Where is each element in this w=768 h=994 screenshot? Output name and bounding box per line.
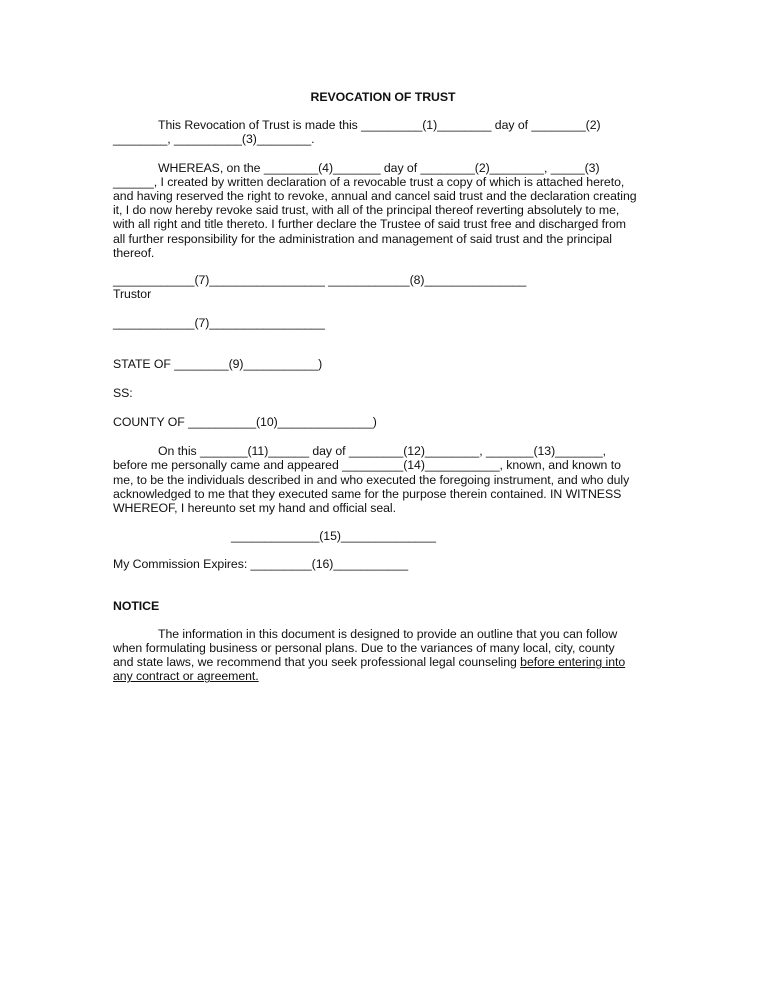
notice-line: when formulating business or personal plans. Due to the variances of many local, city, county xyxy=(113,641,615,656)
ss-label: SS: xyxy=(113,385,133,400)
notice-text: and state laws, we recommend that you seek professional legal counseling xyxy=(113,655,521,670)
whereas-line: all further responsibility for the administration and management of said trust and the principal xyxy=(113,231,612,246)
document-title: REVOCATION OF TRUST xyxy=(310,90,456,104)
notary-line: before me personally came and appeared _________(14)___________, known, and known to xyxy=(113,458,621,473)
notary-line: acknowledged to me that they executed same for the purpose therein contained. IN WITNESS xyxy=(113,486,622,501)
notice-line xyxy=(113,669,653,683)
trustor-signature-block xyxy=(113,273,653,301)
intro-paragraph xyxy=(113,118,653,146)
notary-line: WHEREOF, I hereunto set my hand and official seal. xyxy=(113,501,396,516)
notary-line: On this _______(11)______ day of ________(12)________, _______(13)_______, xyxy=(158,444,607,459)
notice-heading: NOTICE xyxy=(113,598,160,613)
signature-line: ____________(7)_________________ ____________(8)_______________ xyxy=(113,273,527,288)
document-body xyxy=(113,90,653,684)
trustor-label: Trustor xyxy=(113,287,152,302)
whereas-paragraph xyxy=(113,161,653,260)
notice-underlined-text: before entering into xyxy=(520,655,626,670)
whereas-line: ______, I created by written declaration of a revocable trust a copy of which is attached hereto, xyxy=(113,174,625,189)
whereas-line: WHEREAS, on the ________(4)_______ day of ________(2)________, _____(3) xyxy=(158,160,600,175)
notice-paragraph xyxy=(113,627,653,684)
notary-line: me, to be the individuals described in and who executed the foregoing instrument, and who duly xyxy=(113,472,630,487)
whereas-line: thereof. xyxy=(113,245,155,260)
notice-line xyxy=(113,655,653,669)
commission-line: My Commission Expires: _________(16)___________ xyxy=(113,557,409,572)
whereas-line: and having reserved the right to revoke, annual and cancel said trust and the declaration creating xyxy=(113,189,637,204)
whereas-line: it, I do now hereby revoke said trust, with all of the principal thereof reverting absolutely to me, xyxy=(113,203,620,218)
notice-underlined-text: any contract or agreement. xyxy=(113,669,259,684)
notary-paragraph xyxy=(113,444,653,515)
notary-signature-line: _____________(15)______________ xyxy=(231,529,436,544)
state-line: STATE OF ________(9)___________) xyxy=(113,356,323,371)
county-line: COUNTY OF __________(10)______________) xyxy=(113,415,377,430)
intro-line: This Revocation of Trust is made this _________(1)________ day of ________(2) xyxy=(158,118,601,133)
whereas-line: with all right and title thereto. I further declare the Trustee of said trust free and discharged from xyxy=(113,217,627,232)
intro-line: ________, __________(3)________. xyxy=(113,132,315,147)
notice-line: The information in this document is designed to provide an outline that you can follow xyxy=(158,626,618,641)
second-signature-line: ____________(7)_________________ xyxy=(113,316,325,331)
